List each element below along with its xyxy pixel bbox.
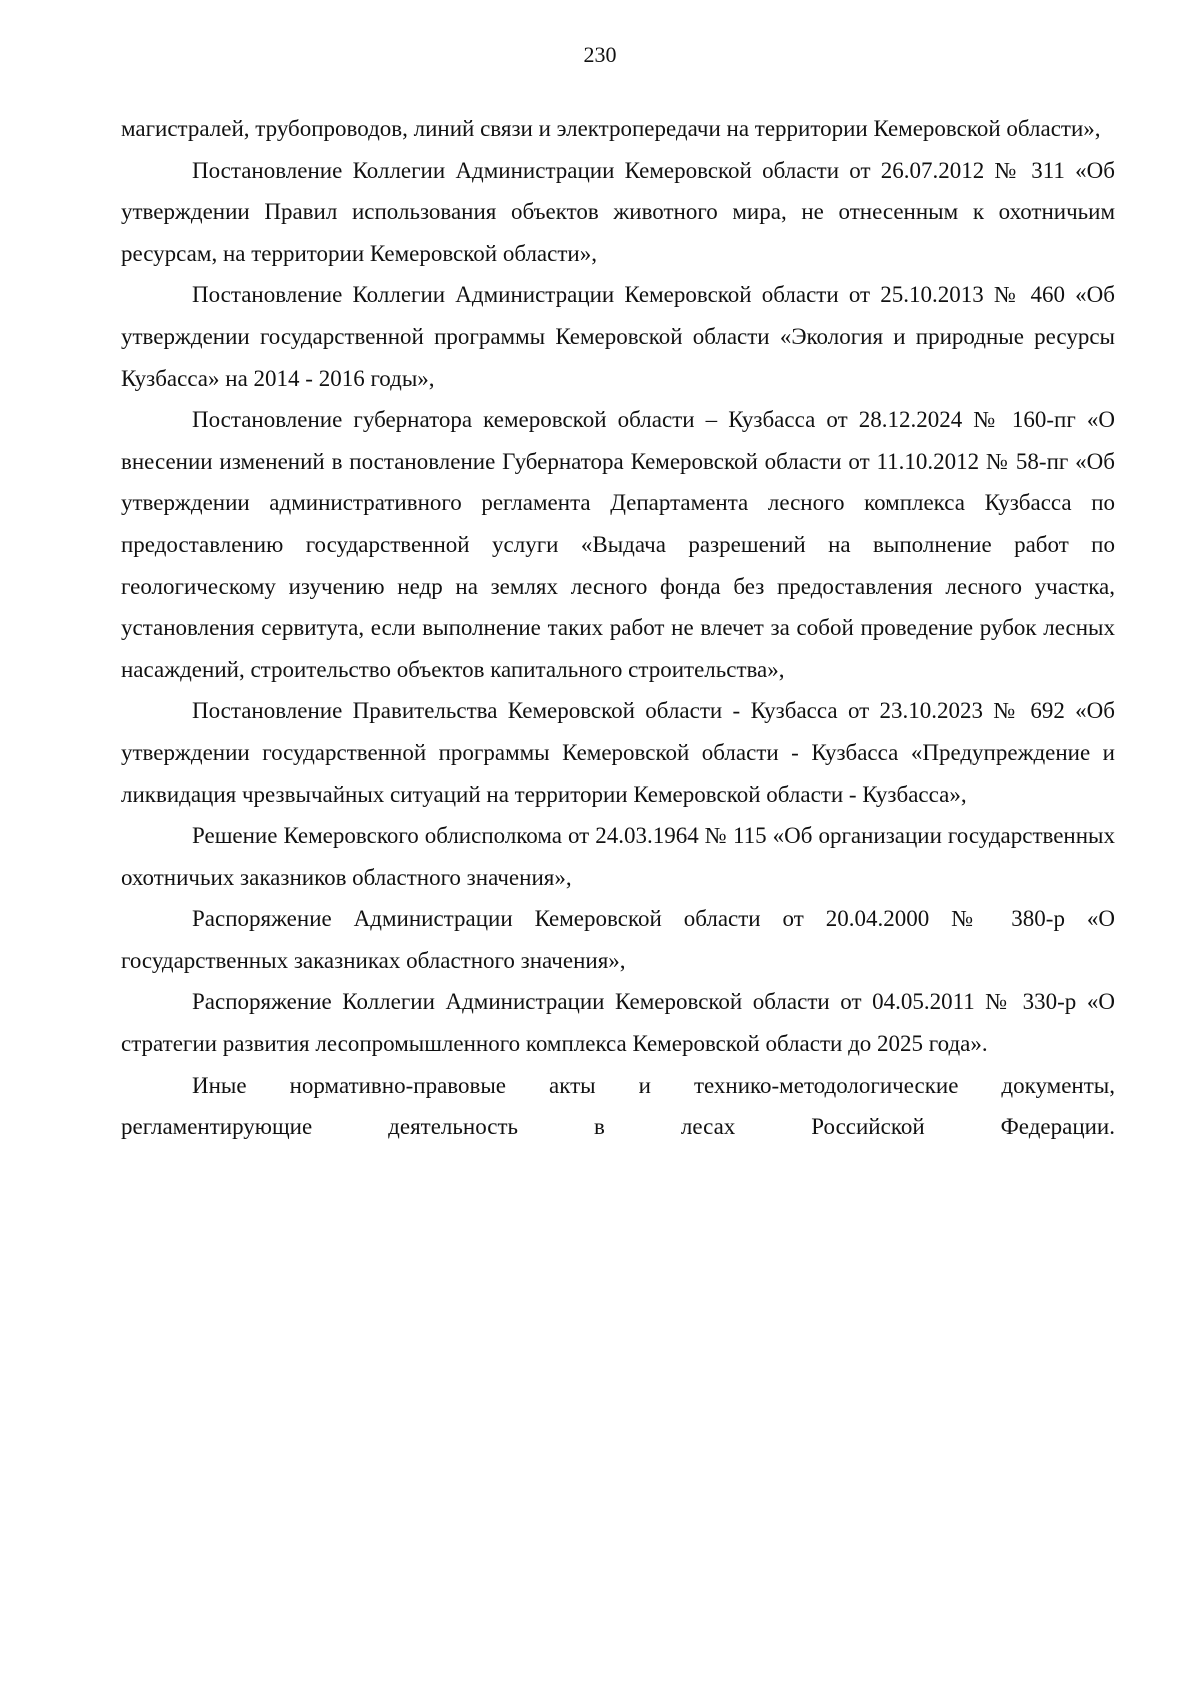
paragraph-order-330-r: Распоряжение Коллегии Администрации Кемеровской области от 04.05.2011 № 330-р «О стратегии развития лесопромышленного комплекса Кемеровской области до 2025 года». (121, 989, 1115, 1057)
paragraph-resolution-311: Постановление Коллегии Администрации Кемеровской области от 26.07.2012 № 311 «Об утверждении Правил использования объектов животного мира, не отнесенным к охотничьим ресурсам, на территории Кемеровской области», (121, 157, 1115, 266)
page-number: 230 (583, 42, 617, 67)
paragraph-resolution-692: Постановление Правительства Кемеровской области - Кузбасса от 23.10.2023 № 692 «Об утверждении государственной программы Кемеровской области - Кузбасса «Предупреждение и ликвидация чрезвычайных ситуаций на территории Кемеровской области - Кузбасса», (121, 698, 1115, 807)
document-body (121, 108, 1115, 1148)
paragraph-resolution-160-pg: Постановление губернатора кемеровской области – Кузбасса от 28.12.2024 № 160-пг «О внесении изменений в постановление Губернатора Кемеровской области от 11.10.2012 № 58-пг «Об утверждении административного регламента Департамента лесного комплекса Кузбасса по предоставлению государственной услуги «Выдача разрешений на выполнение работ по геологическому изучению недр на землях лесного фонда без предоставления лесного участка, установления сервитута, если выполнение таких работ не влечет за собой проведение рубок лесных насаждений, строительство объектов капитального строительства», (121, 407, 1115, 682)
paragraph-decision-115: Решение Кемеровского облисполкома от 24.03.1964 № 115 «Об организации государственных охотничьих заказников областного значения», (121, 823, 1115, 890)
paragraph-resolution-460: Постановление Коллегии Администрации Кемеровской области от 25.10.2013 № 460 «Об утверждении государственной программы Кемеровской области «Экология и природные ресурсы Кузбасса» на 2014 - 2016 годы», (121, 282, 1115, 391)
paragraph-other-acts: Иные нормативно-правовые акты и технико-методологические документы, регламентирующие деятельность в лесах Российской Федерации. (121, 1072, 1115, 1140)
paragraph-order-380-r: Распоряжение Администрации Кемеровской области от 20.04.2000 № 380-р «О государственных заказниках областного значения», (121, 906, 1115, 973)
paragraph-continuation: магистралей, трубопроводов, линий связи и электропередачи на территории Кемеровской области», (121, 116, 1101, 141)
